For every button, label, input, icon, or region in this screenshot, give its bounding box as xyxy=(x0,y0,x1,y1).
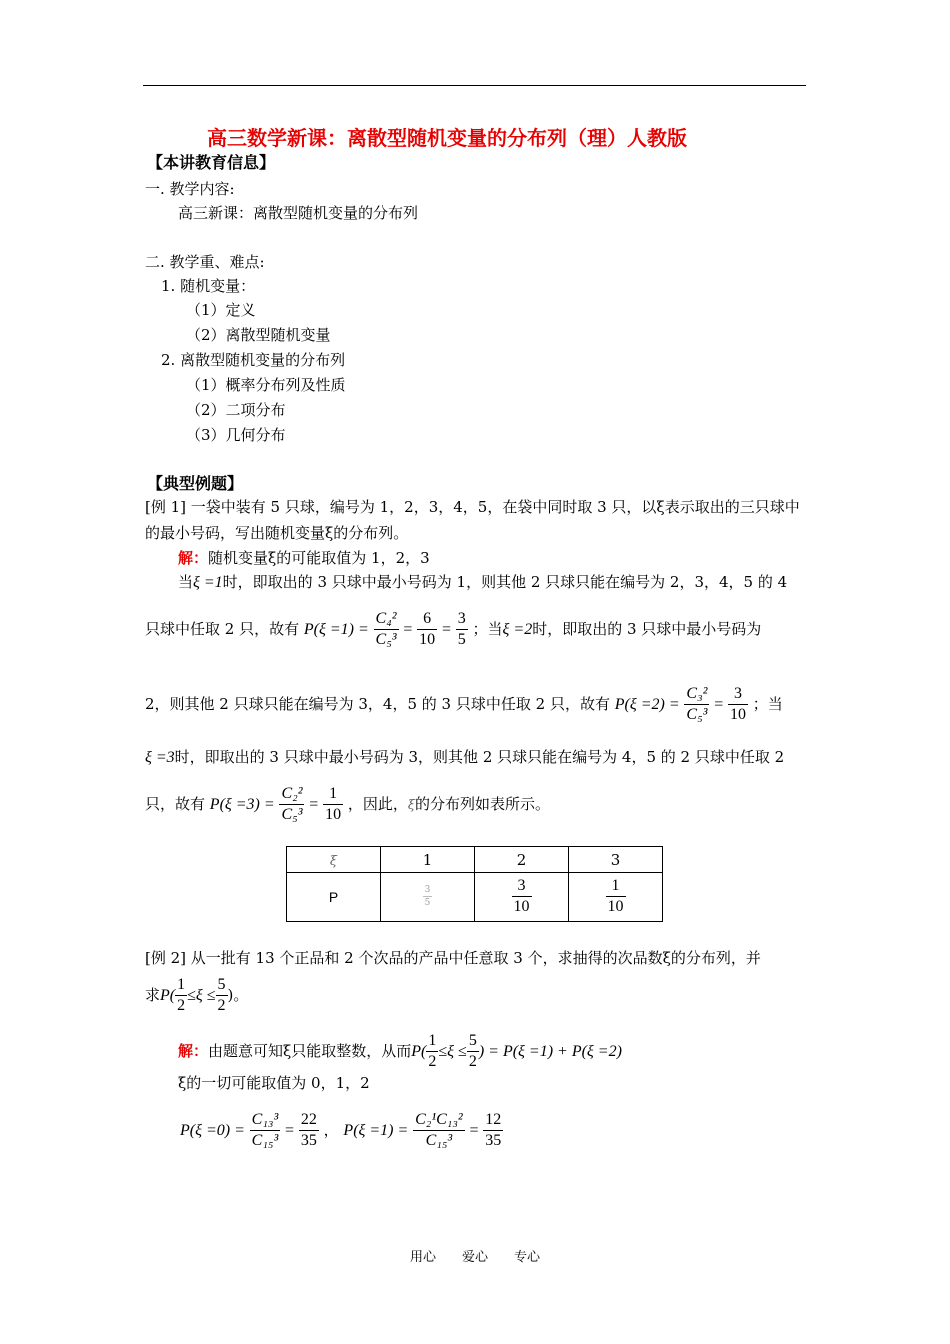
frac-num: 5 xyxy=(467,1033,479,1052)
solution-label: 解： xyxy=(178,549,209,567)
text: 当 xyxy=(178,573,194,591)
frac-num: 6 xyxy=(417,611,437,630)
point-definition: （1）定义 xyxy=(186,301,256,319)
fraction xyxy=(175,977,187,1015)
math: ) = P(ξ =1) + P(ξ =2) xyxy=(478,1042,622,1060)
ex2-formula-line: P(ξ =0) = $\frac{\text{C₁₃³}}{\text{C₁₅³}}$ = $\frac{22}{35}$ ， P(ξ =1) = $\frac{\text{C₂¹C₁₃²}}{\text{C₁₅³}}$ = $\frac{12}{35}$ xyxy=(180,1111,502,1149)
ex2-line2 xyxy=(145,977,248,1015)
math-xi-eq-3: ξ =3 xyxy=(145,749,175,766)
table-cell: 3 xyxy=(569,847,663,873)
table-cell xyxy=(287,847,381,873)
fraction xyxy=(467,1033,479,1071)
section-heading-info: 【本讲教育信息】 xyxy=(147,153,276,172)
text: 的分布列如表所示。 xyxy=(415,794,551,813)
fraction xyxy=(374,611,399,649)
frac-den: 2 xyxy=(468,1052,477,1070)
ex2-values-line: ξ的一切可能取值为 0，1，2 xyxy=(178,1074,370,1092)
frac-num: C₂² xyxy=(279,786,304,805)
fraction xyxy=(417,611,437,649)
frac-den: 10 xyxy=(607,898,624,915)
fraction xyxy=(413,1112,465,1150)
ex1-sol1: 随机变量ξ的可能取值为 1，2，3 xyxy=(208,549,430,567)
text: ， xyxy=(323,1120,339,1139)
text: 时，即取出的 3 只球中最小号码为 3，则其他 2 只球只能在编号为 4，5 的 2 只球中任取 2 xyxy=(174,748,785,766)
math-p-xi-1: P(ξ =1) = xyxy=(303,620,369,638)
frac-den: 10 xyxy=(325,805,342,823)
frac-num: 1 xyxy=(323,786,343,805)
point-probability-dist: （1）概率分布列及性质 xyxy=(186,376,346,394)
frac-num: 3 xyxy=(728,686,748,705)
frac-den: 35 xyxy=(485,1131,502,1149)
text: 求 xyxy=(145,985,161,1004)
point-distribution: 2. 离散型随机变量的分布列 xyxy=(161,351,346,369)
ex1-formula-line1: 只球中任取 2 只，故有 P(ξ =1) = $\frac{\text{C₄²}}{\text{C₅³}}$ = $\frac{6}{10}$ = $\frac{3}{5}$ ；当ξ =2时，即取出的 3 只球中最小号码为 xyxy=(145,610,762,648)
fraction xyxy=(216,977,228,1015)
teaching-content-text: 高三新课：离散型随机变量的分布列 xyxy=(178,204,419,222)
table-row xyxy=(287,847,663,873)
point-random-variable: 1. 随机变量： xyxy=(161,277,256,295)
math: P( xyxy=(411,1042,427,1060)
text: ；当 xyxy=(752,694,783,713)
frac-den: C₅³ xyxy=(686,705,708,723)
fraction xyxy=(250,1112,281,1150)
table-cell: P xyxy=(287,873,381,922)
frac-num: 12 xyxy=(483,1112,503,1131)
frac-den: 35 xyxy=(300,1131,317,1149)
frac-num: C₄² xyxy=(374,611,399,630)
text: 时，即取出的 3 只球中最小号码为 1，则其他 2 只球只能在编号为 2，3，4，5 的 4 xyxy=(222,573,788,591)
point-binomial: （2）二项分布 xyxy=(186,401,286,419)
frac-den: 10 xyxy=(513,898,530,915)
frac-den: 5 xyxy=(424,898,431,908)
distribution-table xyxy=(286,846,663,922)
frac-den: C₁₅³ xyxy=(425,1131,453,1149)
math: P( xyxy=(160,986,176,1004)
point-discrete-rv: （2）离散型随机变量 xyxy=(186,326,331,344)
fraction xyxy=(483,1112,503,1150)
text: 由题意可知ξ只能取整数，从而 xyxy=(208,1041,412,1060)
page-title: 高三数学新课：离散型随机变量的分布列（理）人教版 xyxy=(207,126,687,150)
text: ；当 xyxy=(472,619,503,638)
frac-num: 3 xyxy=(456,611,468,630)
math-p-xi-0: P(ξ =0) = xyxy=(180,1121,245,1139)
frac-den: 5 xyxy=(457,630,466,648)
fraction xyxy=(323,786,343,824)
frac-den: 2 xyxy=(217,996,226,1014)
ex2-line1: [例 2] 从一批有 13 个正品和 2 个次品的产品中任意取 3 个，求抽得的次品数ξ的分布列，并 xyxy=(145,949,761,967)
math-p-xi-2: P(ξ =2) = xyxy=(614,695,680,713)
frac-num: C₂¹C₁₃² xyxy=(413,1112,465,1131)
frac-den: 2 xyxy=(428,1052,437,1070)
fraction xyxy=(684,686,709,724)
frac-num: 1 xyxy=(606,878,626,897)
frac-den: 2 xyxy=(177,996,186,1014)
table-row xyxy=(287,873,663,922)
frac-den: C₅³ xyxy=(375,630,397,648)
fraction xyxy=(423,886,433,909)
math-p-xi-3: P(ξ =3) = xyxy=(209,795,275,813)
ex1-line2: 的最小号码，写出随机变量ξ的分布列。 xyxy=(145,524,409,542)
fraction xyxy=(512,878,532,916)
math: ≤ξ ≤ xyxy=(438,1042,467,1060)
frac-num: 3 xyxy=(512,878,532,897)
math-p-xi-1: P(ξ =1) = xyxy=(343,1121,409,1139)
fraction xyxy=(299,1112,319,1150)
math: ≤ξ ≤ xyxy=(187,986,216,1004)
text: 只，故有 xyxy=(145,794,206,813)
frac-num: 3 xyxy=(423,886,433,897)
fraction xyxy=(728,686,748,724)
frac-den: 10 xyxy=(730,705,747,723)
page-footer: 用心 爱心 专心 xyxy=(410,1250,541,1265)
fraction xyxy=(606,878,626,916)
xi-symbol: ξ xyxy=(329,853,338,869)
table-cell xyxy=(569,873,663,922)
math-xi-eq-1: ξ =1 xyxy=(193,574,223,591)
xi-symbol: ξ xyxy=(407,797,416,813)
table-cell: 1 xyxy=(381,847,475,873)
ex2-solution-line xyxy=(178,1033,622,1071)
table-cell: 2 xyxy=(475,847,569,873)
ex1-formula-line2: 2，则其他 2 只球只能在编号为 3，4，5 的 3 只球中任取 2 只，故有 P(ξ =2) = $\frac{\text{C₃²}}{\text{C₅³}}$ = $\frac{3}{10}$ ；当 xyxy=(145,685,783,723)
ex1-case1-line xyxy=(178,575,787,591)
text: )。 xyxy=(227,985,249,1004)
ex1-solution-line xyxy=(178,551,430,566)
point-geometric: （3）几何分布 xyxy=(186,426,286,444)
header-rule xyxy=(143,85,806,86)
text: 2，则其他 2 只球只能在编号为 3，4，5 的 3 只球中任取 2 只，故有 xyxy=(145,694,610,713)
frac-num: C₃² xyxy=(684,686,709,705)
frac-den: C₁₅³ xyxy=(251,1131,279,1149)
solution-label: 解： xyxy=(178,1041,209,1060)
frac-num: 1 xyxy=(426,1033,438,1052)
section-heading-examples: 【典型例题】 xyxy=(147,474,244,493)
ex1-line1: [例 1] 一袋中装有 5 只球，编号为 1，2，3，4，5，在袋中同时取 3 只，以ξ表示取出的三只球中 xyxy=(145,498,800,516)
text: ，因此， xyxy=(347,794,408,813)
fraction xyxy=(426,1033,438,1071)
frac-den: C₅³ xyxy=(281,805,303,823)
ex1-formula-line3: 只，故有 P(ξ =3) = $\frac{\text{C₂²}}{\text{C₅³}}$ = $\frac{1}{10}$ ，因此，ξ的分布列如表所示。 xyxy=(145,785,551,823)
table-cell xyxy=(381,873,475,922)
math-xi-eq-2: ξ =2 xyxy=(502,620,533,638)
item-key-points: 二. 教学重、难点: xyxy=(145,253,265,271)
item-teaching-content: 一. 教学内容: xyxy=(145,180,235,198)
ex1-case3-line xyxy=(145,750,784,766)
frac-num: 22 xyxy=(299,1112,319,1131)
text: 时，即取出的 3 只球中最小号码为 xyxy=(532,619,762,638)
text: 只球中任取 2 只，故有 xyxy=(145,619,300,638)
frac-den: 10 xyxy=(419,630,436,648)
table-cell xyxy=(475,873,569,922)
frac-num: 1 xyxy=(175,977,187,996)
fraction xyxy=(456,611,468,649)
fraction xyxy=(279,786,304,824)
frac-num: C₁₃³ xyxy=(250,1112,281,1131)
frac-num: 5 xyxy=(216,977,228,996)
